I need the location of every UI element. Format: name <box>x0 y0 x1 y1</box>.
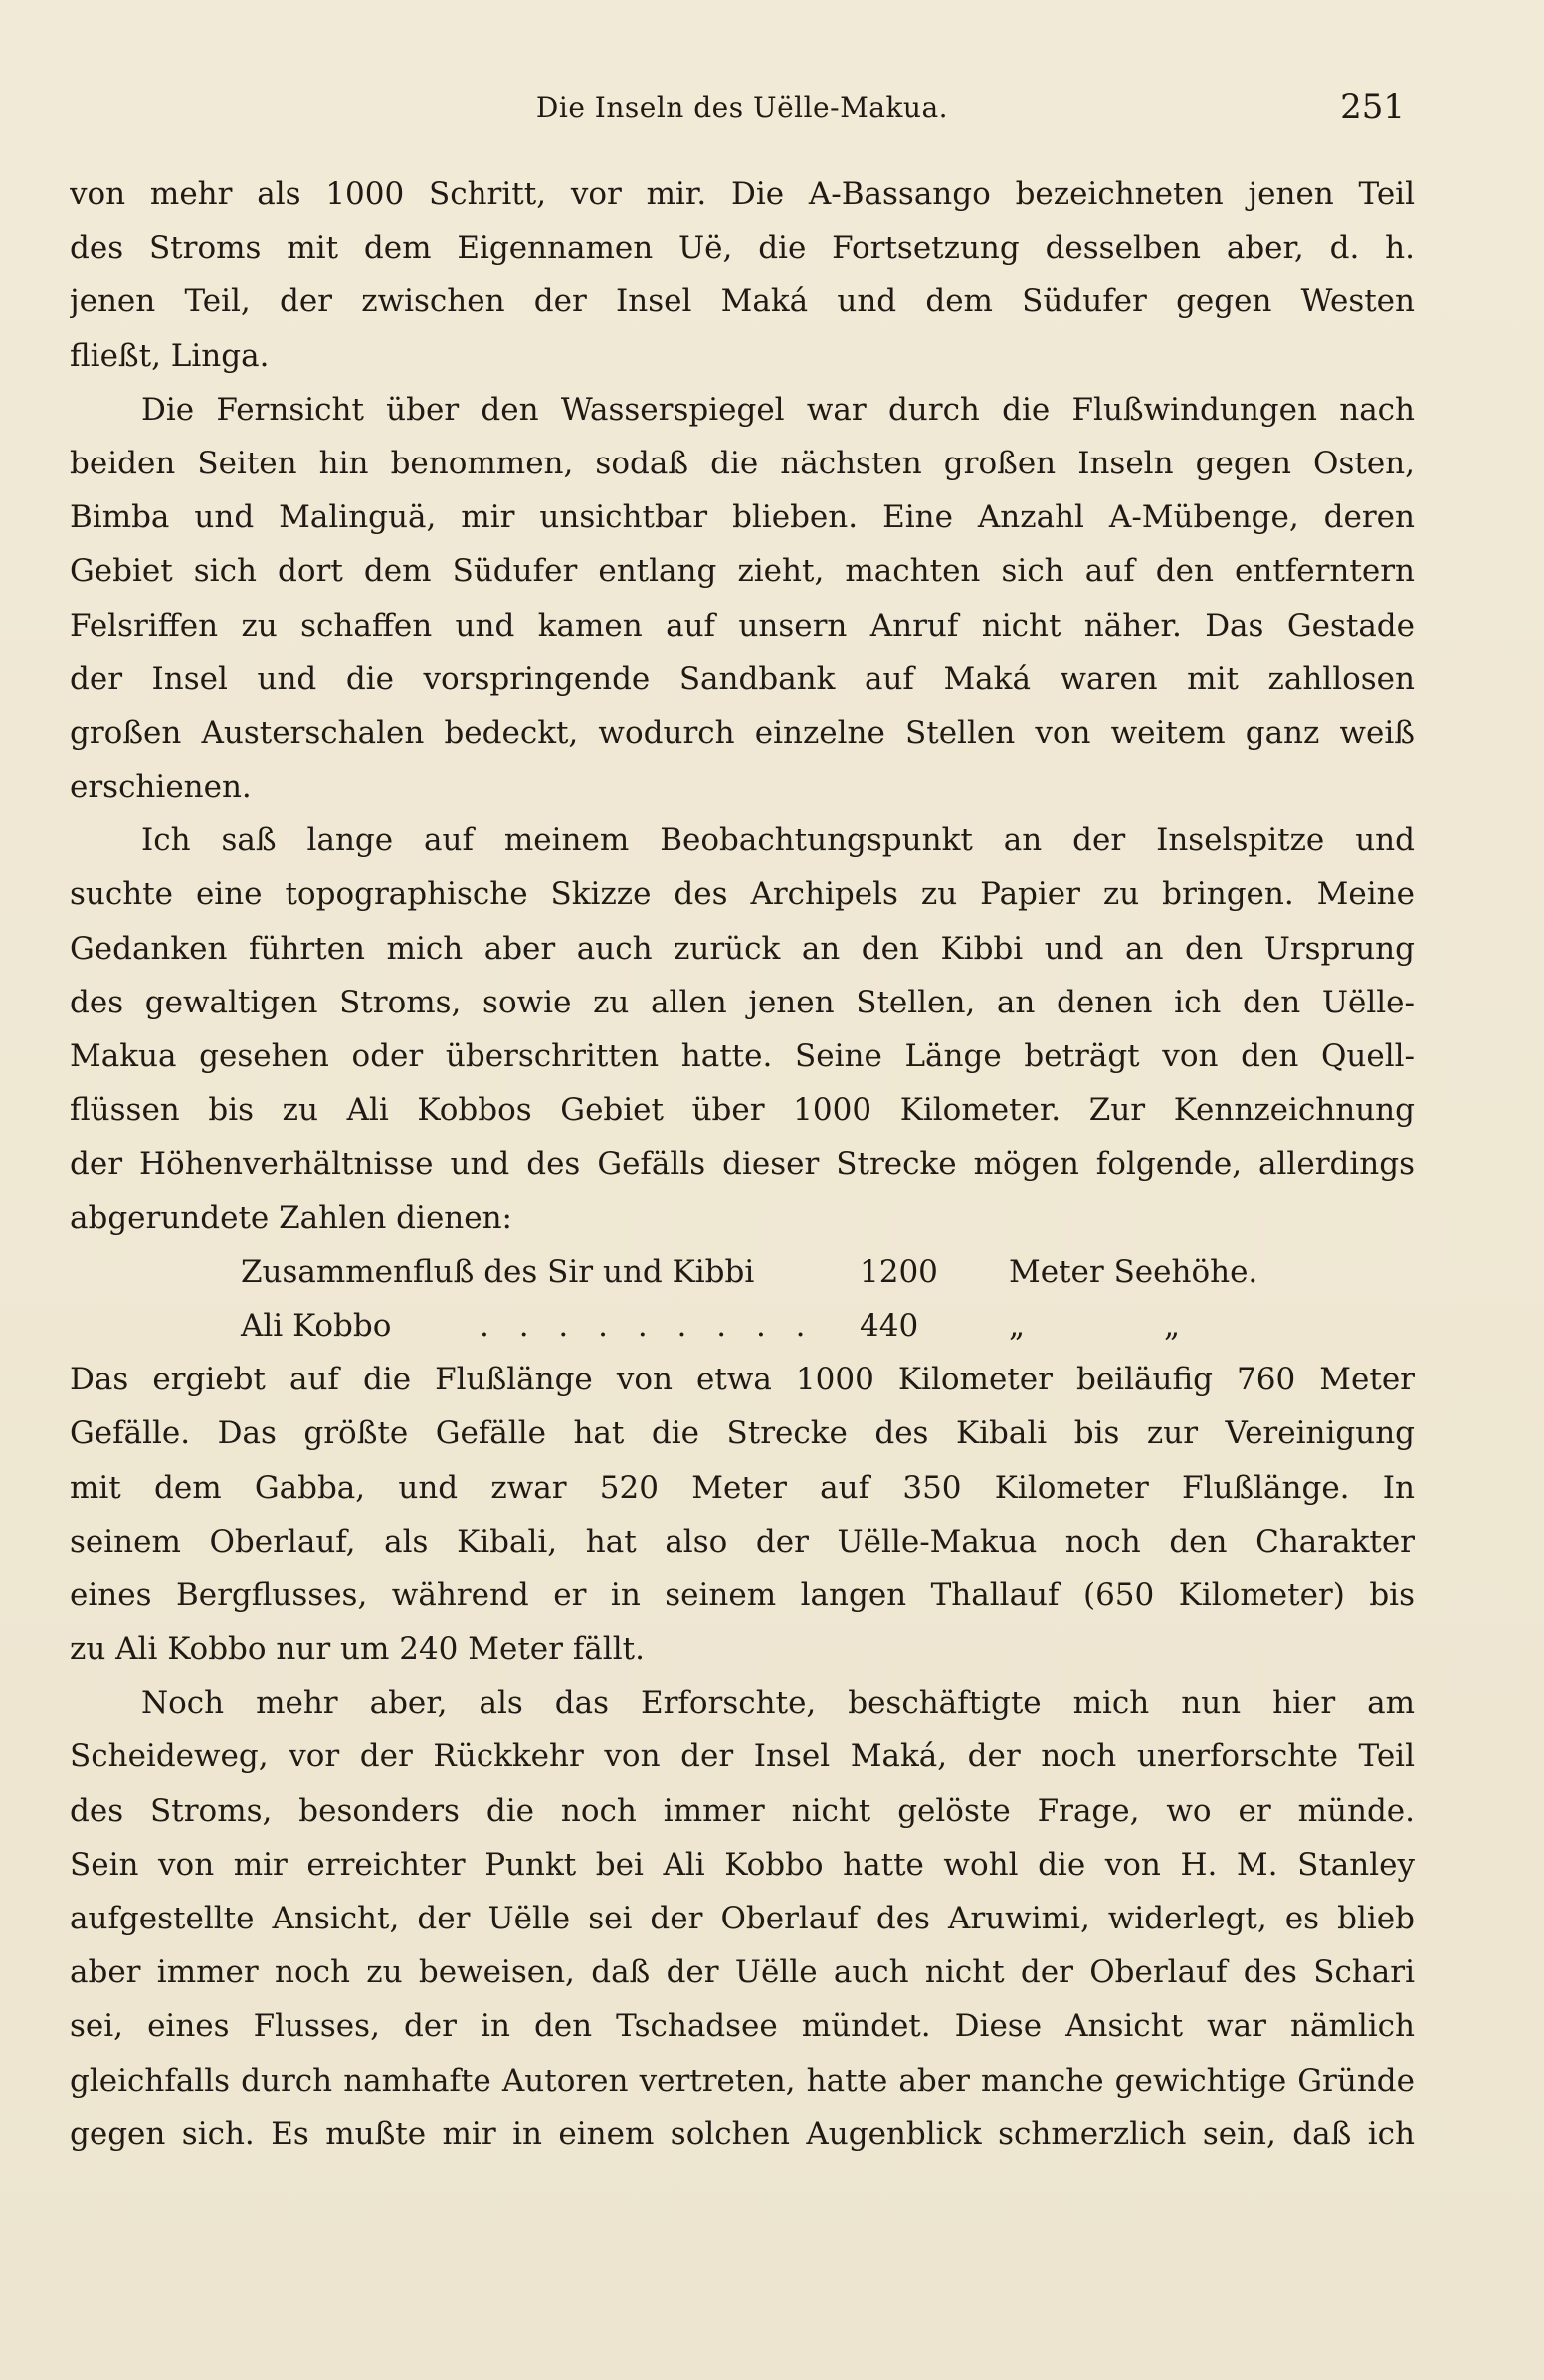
text-line: zu Ali Kobbo nur um 240 Meter fällt. <box>70 1631 645 1668</box>
text-line: erschienen. <box>70 769 252 806</box>
text-line: Gedanken führten mich aber auch zurück an den Kibbi und an den Ursprung <box>70 930 1415 967</box>
text-line: Sein von mir erreichter Punkt bei Ali Kobbo hatte wohl die von H. M. Stanley <box>70 1846 1415 1883</box>
text-line: aufgestellte Ansicht, der Uëlle sei der Oberlauf des Aruwimi, widerlegt, es blieb <box>70 1901 1415 1936</box>
dot-leader: . . . . . . . . . <box>480 1307 816 1344</box>
text-line: Makua gesehen oder überschritten hatte. Seine Länge beträgt von den Quell- <box>70 1038 1415 1074</box>
text-line: von mehr als 1000 Schritt, vor mir. Die A-Bassango bezeichneten jenen Teil <box>70 176 1415 212</box>
text-line: fließt, Linga. <box>70 337 270 374</box>
text-line: Felsriffen zu schaffen und kamen auf unsern Anruf nicht näher. Das Gestade <box>70 607 1415 643</box>
text-line: großen Austerschalen bedeckt, wodurch einzelne Stellen von weitem ganz weiß <box>70 714 1415 751</box>
text-line: seinem Oberlauf, als Kibali, hat also der Uëlle-Makua noch den Charakter <box>70 1523 1415 1559</box>
ditto-mark: „ <box>1164 1307 1181 1344</box>
text-line: Gefälle. Das größte Gefälle hat die Strecke des Kibali bis zur Vereinigung <box>70 1415 1415 1452</box>
elevation-value: 440 <box>860 1307 919 1344</box>
text-line: der Insel und die vorspringende Sandbank auf Maká waren mit zahllosen <box>70 660 1415 697</box>
running-title: Die Inseln des Uëlle-Makua. <box>535 92 949 124</box>
text-line: der Höhenverhältnisse und des Gefälls dieser Strecke mögen folgende, allerdings <box>70 1146 1415 1183</box>
text-line: des gewaltigen Stroms, sowie zu allen jenen Stellen, an denen ich den Uëlle- <box>70 984 1415 1020</box>
text-line: sei, eines Flusses, der in den Tschadsee mündet. Diese Ansicht war nämlich <box>70 2008 1415 2045</box>
text-line: Bimba und Malinguä, mir unsichtbar blieben. Eine Anzahl A-Mübenge, deren <box>70 499 1415 536</box>
text-line: des Stroms, besonders die noch immer nicht gelöste Frage, wo er münde. <box>70 1792 1415 1829</box>
text-line: flüssen bis zu Ali Kobbos Gebiet über 1000 Kilometer. Zur Kennzeichnung <box>70 1092 1415 1129</box>
text-line: mit dem Gabba, und zwar 520 Meter auf 350 Kilometer Flußlänge. In <box>70 1469 1415 1506</box>
text-line: abgerundete Zahlen dienen: <box>70 1199 513 1236</box>
text-line: des Stroms mit dem Eigennamen Uë, die Fortsetzung desselben aber, d. h. <box>70 230 1415 267</box>
elevation-unit: Meter Seehöhe. <box>1009 1253 1258 1290</box>
ditto-mark: „ <box>1009 1307 1026 1344</box>
elevation-label: Zusammenfluß des Sir und Kibbi <box>241 1253 755 1290</box>
text-line: Gebiet sich dort dem Südufer entlang zieht, machten sich auf den entferntern <box>70 553 1415 590</box>
text-line: Die Fernsicht über den Wasserspiegel war durch die Flußwindungen nach <box>141 391 1415 428</box>
text-line: Scheideweg, vor der Rückkehr von der Insel Maká, der noch unerforschte Teil <box>70 1739 1415 1775</box>
text-line: Ich saß lange auf meinem Beobachtungspunkt an der Inselspitze und <box>141 823 1415 859</box>
text-line: beiden Seiten hin benommen, sodaß die nächsten großen Inseln gegen Osten, <box>70 445 1415 481</box>
body-text <box>70 167 1415 2161</box>
text-line: jenen Teil, der zwischen der Insel Maká und dem Südufer gegen Westen <box>70 283 1415 320</box>
text-line: gleichfalls durch namhafte Autoren vertreten, hatte aber manche gewichtige Gründe <box>70 2062 1415 2099</box>
text-line: Noch mehr aber, als das Erforschte, beschäftigte mich nun hier am <box>141 1685 1415 1722</box>
text-line: gegen sich. Es mußte mir in einem solchen Augenblick schmerzlich sein, daß ich <box>70 2115 1415 2152</box>
elevation-value: 1200 <box>860 1253 938 1290</box>
text-line: aber immer noch zu beweisen, daß der Uëlle auch nicht der Oberlauf des Schari <box>70 1954 1415 1991</box>
text-line: Das ergiebt auf die Flußlänge von etwa 1000 Kilometer beiläufig 760 Meter <box>70 1362 1415 1398</box>
elevation-row-confluence <box>70 1245 1415 1299</box>
page-number: 251 <box>1340 88 1405 127</box>
elevation-row-ali-kobbo <box>70 1299 1415 1353</box>
elevation-label: Ali Kobbo <box>241 1307 392 1344</box>
running-head <box>70 88 1415 131</box>
text-line: suchte eine topographische Skizze des Archipels zu Papier zu bringen. Meine <box>70 876 1415 913</box>
text-line: eines Bergflusses, während er in seinem langen Thallauf (650 Kilometer) bis <box>70 1576 1415 1613</box>
